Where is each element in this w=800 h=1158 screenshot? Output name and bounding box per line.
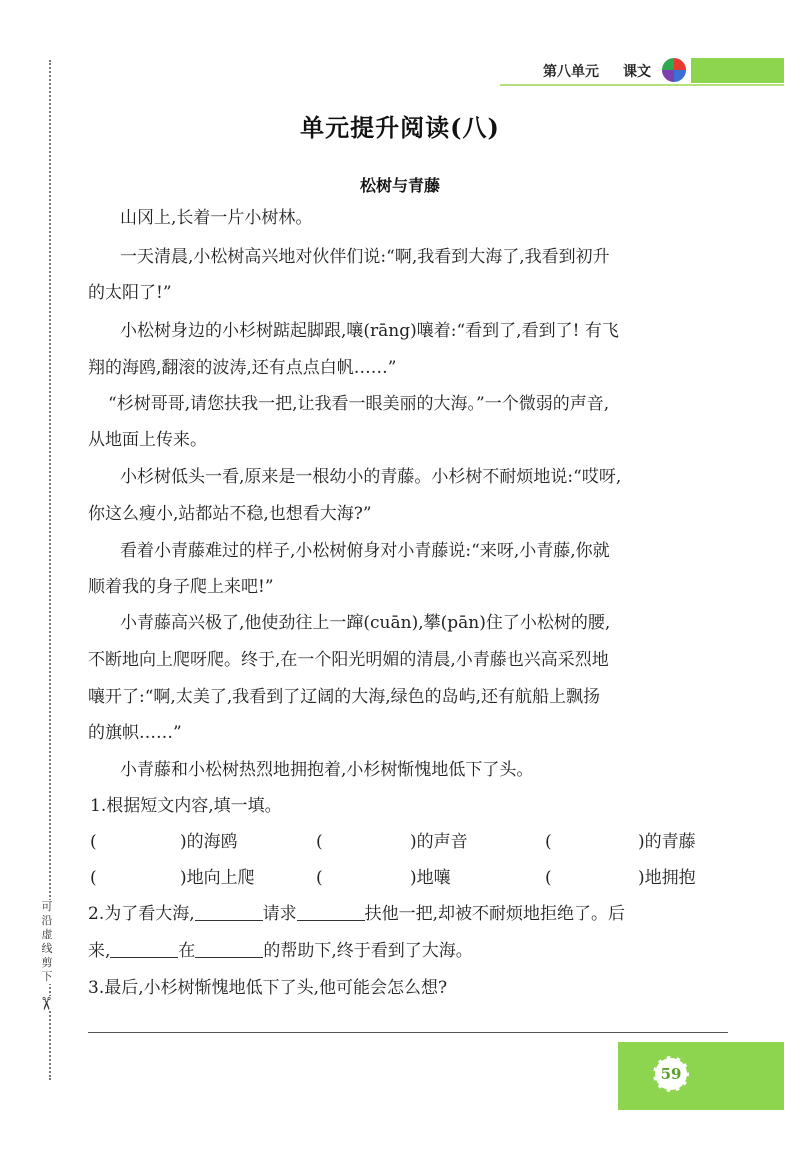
answer-blank[interactable]: [195, 941, 263, 958]
paragraph-4-line-2: 从地面上传来。: [88, 430, 207, 450]
question-2-part-c: 扶他一把,却被不耐烦地拒绝了。后: [364, 904, 626, 924]
paragraph-6-line-2: 顺着我的身子爬上来吧!”: [88, 577, 274, 597]
paragraph-1: 山冈上,长着一片小树林。: [120, 208, 313, 228]
blank-hug: )地拥抱: [638, 868, 696, 888]
paragraph-3-line-1: 小松树身边的小杉树踮起脚跟,嚷(rāng)嚷着:“看到了,看到了! 有飞: [120, 321, 619, 341]
passage-title: 松树与青藤: [359, 176, 440, 195]
blank-open-paren: (: [90, 832, 97, 852]
header-rule: [500, 84, 784, 86]
blank-voice: )的声音: [410, 832, 468, 852]
blank-open-paren: (: [316, 868, 323, 888]
paragraph-7-line-3: 嚷开了:“啊,太美了,我看到了辽阔的大海,绿色的岛屿,还有航船上飘扬: [88, 687, 601, 707]
question-2-line-1: [88, 902, 625, 926]
paragraph-7-line-1: 小青藤高兴极了,他使劲往上一蹿(cuān),攀(pān)住了小松树的腰,: [120, 613, 611, 633]
blank-open-paren: (: [545, 868, 552, 888]
paragraph-5-line-1: 小杉树低头一看,原来是一根幼小的青藤。小杉树不耐烦地说:“哎呀,: [120, 467, 622, 487]
blank-row-1: [0, 830, 800, 856]
answer-line[interactable]: [88, 1032, 728, 1033]
paragraph-7-line-2: 不断地向上爬呀爬。终于,在一个阳光明媚的清晨,小青藤也兴高采烈地: [88, 650, 609, 670]
answer-blank[interactable]: [297, 904, 365, 921]
unit-label: 第八单元: [543, 64, 599, 80]
question-2-part-e: 在: [178, 941, 196, 961]
answer-blank[interactable]: [195, 904, 263, 921]
header-accent-bar: [691, 58, 784, 83]
paragraph-6-line-1: 看着小青藤难过的样子,小松树俯身对小青藤说:“来呀,小青藤,你就: [120, 541, 610, 561]
blank-vine: )的青藤: [638, 832, 696, 852]
paragraph-7-line-4: 的旗帜……”: [88, 723, 182, 743]
question-2-part-d: 来,: [88, 941, 111, 961]
blank-climb: )地向上爬: [180, 868, 255, 888]
paragraph-2-line-2: 的太阳了!”: [88, 283, 172, 303]
paragraph-8: 小青藤和小松树热烈地拥抱着,小杉树惭愧地低下了头。: [120, 760, 534, 780]
question-2-part-b: 请求: [262, 904, 297, 924]
blank-open-paren: (: [545, 832, 552, 852]
color-wheel-icon: [662, 58, 686, 82]
course-label: 课文: [623, 64, 651, 80]
blank-open-paren: (: [316, 832, 323, 852]
blank-seagull: )的海鸥: [180, 832, 238, 852]
paragraph-3-line-2: 翔的海鸥,翻滚的波涛,还有点点白帆……”: [88, 358, 397, 378]
paragraph-2-line-1: 一天清晨,小松树高兴地对伙伴们说:“啊,我看到大海了,我看到初升: [120, 247, 610, 267]
question-2-line-2: [88, 939, 473, 963]
question-2-part-a: 2.为了看大海,: [88, 904, 195, 924]
scissors-icon: ✂: [35, 995, 57, 1012]
page-number-box: [618, 1042, 784, 1110]
answer-blank[interactable]: [110, 941, 178, 958]
cut-label: 可沿虚线剪下: [39, 900, 55, 984]
paragraph-5-line-2: 你这么瘦小,站都站不稳,也想看大海?”: [88, 504, 372, 524]
question-2-part-f: 的帮助下,终于看到了大海。: [263, 941, 473, 961]
question-1: 1.根据短文内容,填一填。: [90, 796, 282, 816]
paragraph-4-line-1: “杉树哥哥,请您扶我一把,让我看一眼美丽的大海。”一个微弱的声音,: [108, 394, 610, 414]
page-number: 59: [653, 1056, 689, 1092]
blank-open-paren: (: [90, 868, 97, 888]
page-title: 单元提升阅读(八): [300, 113, 500, 142]
blank-row-2: [0, 866, 800, 892]
blank-shout: )地嚷: [410, 868, 451, 888]
question-3: 3.最后,小杉树惭愧地低下了头,他可能会怎么想?: [88, 978, 448, 998]
